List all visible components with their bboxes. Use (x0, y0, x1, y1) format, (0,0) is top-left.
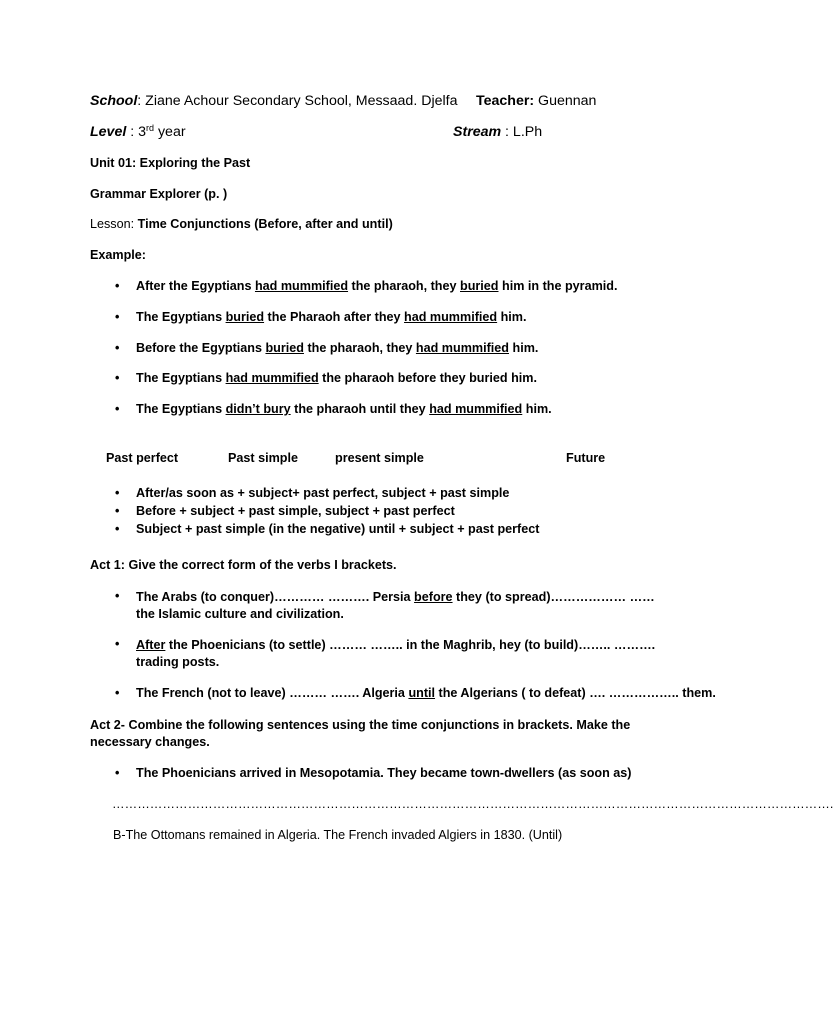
bullet: • (115, 310, 120, 324)
example-label: Example: (90, 248, 146, 262)
text-segment: The Arabs (to conquer)………… ………. Persia (136, 590, 415, 604)
text-segment: the pharaoh, they (303, 341, 416, 355)
text-segment: him in the pyramid. (498, 279, 618, 293)
bullet: • (115, 686, 120, 700)
lesson-title (90, 217, 393, 231)
school-line (90, 93, 457, 109)
bullet: • (115, 486, 120, 500)
example-text (136, 341, 538, 355)
rule-item: After/as soon as + subject+ past perfect, subject + past simple (136, 486, 510, 500)
underlined-verb: had mummified (415, 341, 509, 355)
act1-item (136, 686, 716, 700)
text-segment: the pharaoh before they buried him. (318, 371, 537, 385)
underlined-verb: didn’t bury (225, 402, 291, 416)
tense-past-simple: Past simple (228, 451, 298, 465)
underlined-verb: buried (460, 279, 499, 293)
lesson-text: Time Conjunctions (Before, after and until) (137, 217, 393, 231)
stream-label: Stream (453, 124, 502, 140)
school-value: : Ziane Achour Secondary School, Messaad. Djelfa (137, 93, 458, 109)
level-year: year (154, 124, 186, 140)
text-segment: After the Egyptians (136, 279, 255, 293)
act2-item: The Phoenicians arrived in Mesopotamia. They became town-dwellers (as soon as) (136, 766, 632, 780)
text-segment: the Algerians ( to defeat) …. …………….. them. (435, 686, 716, 700)
text-segment: him. (497, 310, 527, 324)
text-segment: the Phoenicians (to settle) ……… …….. in the Maghrib, hey (to build)…….. ………. trading posts. (136, 638, 656, 669)
act1-item (136, 637, 666, 671)
answer-dotted-line: ………………………………………………………………………………………………………………………………………………………. (112, 797, 833, 811)
text-segment: The French (not to leave) ……… ……. Algeria (136, 686, 409, 700)
bullet: • (115, 371, 120, 385)
text-segment: The Egyptians (136, 371, 226, 385)
unit-title: Unit 01: Exploring the Past (90, 156, 251, 170)
bullet: • (115, 637, 120, 651)
stream-line (453, 124, 542, 140)
bullet: • (115, 341, 120, 355)
bullet: • (115, 589, 120, 603)
teacher-label: Teacher: (476, 93, 535, 109)
underlined-conjunction: before (414, 590, 453, 604)
stream-value: : L.Ph (501, 124, 543, 140)
underlined-verb: buried (265, 341, 304, 355)
teacher-line (476, 93, 596, 109)
bullet: • (115, 766, 120, 780)
underlined-verb: had mummified (254, 279, 349, 293)
text-segment: the Pharaoh after they (264, 310, 405, 324)
level-superscript: rd (146, 123, 155, 133)
underlined-verb: had mummified (225, 371, 319, 385)
underlined-conjunction: After (136, 638, 166, 652)
level-line (90, 124, 186, 140)
grammar-title: Grammar Explorer (p. ) (90, 187, 228, 201)
text-segment: the pharaoh, they (348, 279, 461, 293)
text-segment: the pharaoh until they (290, 402, 430, 416)
bullet: • (115, 402, 120, 416)
school-label: School (90, 93, 138, 109)
level-label: Level (90, 124, 127, 140)
bullet: • (115, 279, 120, 293)
rule-item: Subject + past simple (in the negative) until + subject + past perfect (136, 522, 540, 536)
example-text (136, 402, 552, 416)
tense-past-perfect: Past perfect (106, 451, 179, 465)
text-segment: him. (509, 341, 539, 355)
act2-title: Act 2- Combine the following sentences using the time conjunctions in brackets. Make the necessary changes. (90, 718, 631, 749)
underlined-verb: had mummified (429, 402, 523, 416)
text-segment: The Egyptians (136, 310, 226, 324)
rule-item: Before + subject + past simple, subject + past perfect (136, 504, 455, 518)
lesson-label: Lesson: (90, 217, 138, 231)
text-segment: they (to spread)……………… …… the Islamic culture and civilization. (136, 590, 655, 621)
example-text (136, 279, 617, 293)
tense-future: Future (566, 451, 606, 465)
teacher-value: Guennan (534, 93, 597, 109)
bullet: • (115, 504, 120, 518)
underlined-conjunction: until (408, 686, 436, 700)
tense-present-simple: present simple (335, 451, 424, 465)
act1-item (136, 589, 666, 623)
bullet: • (115, 522, 120, 536)
act1-title: Act 1: Give the correct form of the verbs I brackets. (90, 558, 397, 572)
text-segment: Before the Egyptians (136, 341, 266, 355)
level-value: : 3 (126, 124, 146, 140)
text-segment: him. (522, 402, 552, 416)
underlined-verb: buried (225, 310, 265, 324)
text-segment: The Egyptians (136, 402, 226, 416)
underlined-verb: had mummified (404, 310, 498, 324)
example-text (136, 371, 537, 385)
example-text (136, 310, 527, 324)
act2-b-item: B-The Ottomans remained in Algeria. The French invaded Algiers in 1830. (Until) (113, 828, 563, 842)
